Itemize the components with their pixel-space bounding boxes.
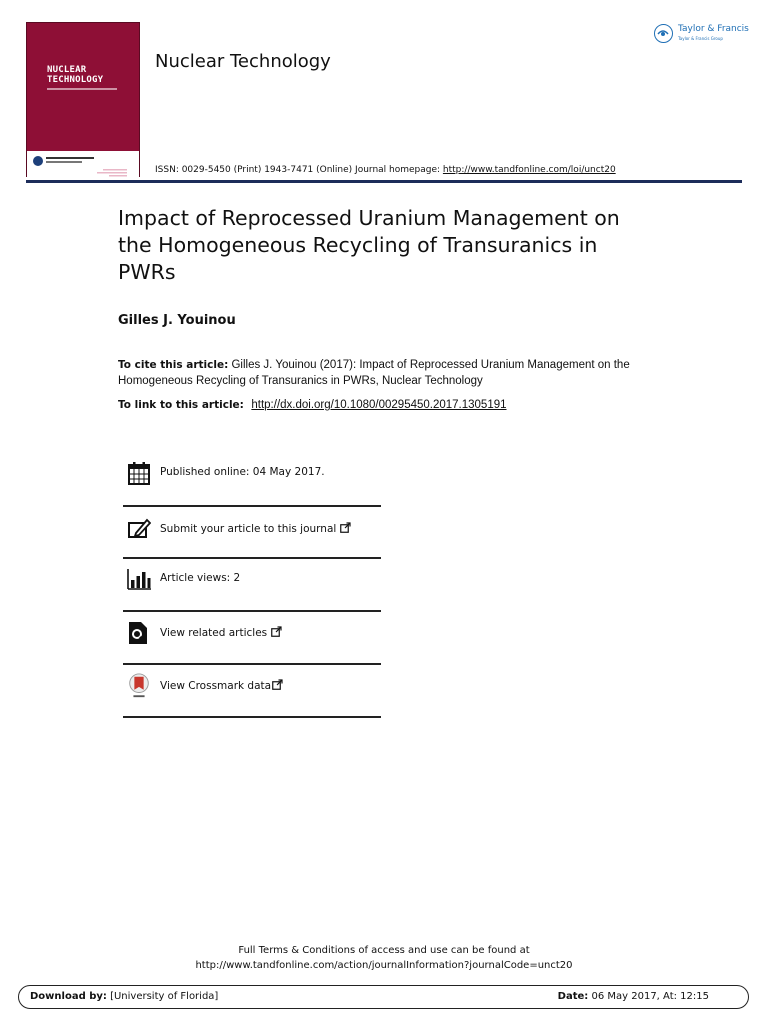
terms-url[interactable]: http://www.tandfonline.com/action/journalInformation?journalCode=unct20: [195, 960, 573, 971]
society-logo-text: [46, 156, 126, 167]
published-row: [123, 448, 381, 500]
journal-homepage-link[interactable]: http://www.tandfonline.com/loi/unct20: [442, 165, 616, 175]
download-info: [30, 991, 218, 1002]
download-label: Download by:: [30, 991, 107, 1002]
terms-line: Full Terms & Conditions of access and use can be found at: [238, 945, 530, 956]
taylor-francis-icon: [654, 24, 673, 43]
info-divider: [123, 716, 381, 718]
download-date: [558, 991, 709, 1002]
external-link-icon: [272, 679, 283, 690]
taylor-francis-mark: [655, 25, 671, 41]
doi-link[interactable]: http://dx.doi.org/10.1080/00295450.2017.1305191: [251, 399, 507, 411]
link-label: To link to this article:: [118, 399, 244, 411]
related-articles-label: View related articles: [160, 627, 268, 639]
article-link-line: [118, 398, 507, 411]
submit-article-label: Submit your article to this journal: [160, 523, 337, 535]
download-footer: [18, 985, 749, 1009]
article-title: Impact of Reprocessed Uranium Management on the Homogeneous Recycling of Transuranics in PWRs: [118, 206, 620, 284]
cover-title-line2: TECHNOLOGY: [47, 75, 104, 85]
article-views: Article views: 2: [160, 572, 241, 584]
cover-title-line1: NUCLEAR: [47, 65, 87, 75]
header-divider: [26, 180, 742, 183]
download-value: [University of Florida]: [106, 991, 219, 1002]
article-views-row: [123, 554, 381, 606]
citation-block: [118, 358, 678, 389]
submit-article-row[interactable]: [123, 504, 381, 556]
date-label: Date:: [557, 991, 589, 1002]
published-date: Published online: 04 May 2017.: [160, 466, 325, 478]
date-value: 06 May 2017, At: 12:15: [588, 991, 709, 1002]
cite-label: To cite this article:: [118, 359, 229, 371]
submit-article-link[interactable]: [160, 522, 351, 535]
publisher-group: Taylor & Francis Group: [678, 36, 723, 41]
society-name-graphic: [46, 156, 116, 166]
issn-line: [155, 165, 616, 175]
issn-text: ISSN: 0029-5450 (Print) 1943-7471 (Online) Journal homepage:: [155, 165, 443, 175]
external-link-icon: [271, 626, 282, 637]
related-articles-link[interactable]: [160, 626, 282, 639]
cite-text: Gilles J. Youinou (2017): Impact of Reprocessed Uranium Management on the Homogeneous Recycling of Transuranics in PWRs, Nuclear Technology: [118, 359, 630, 387]
article-author: Gilles J. Youinou: [118, 313, 236, 328]
publisher-name: Taylor & Francis: [678, 24, 749, 34]
external-link-icon: [340, 522, 351, 533]
cover-subtitle-rule: [47, 88, 117, 90]
calendar-icon: [127, 460, 151, 486]
society-logo-icon: [33, 156, 43, 166]
journal-name: Nuclear Technology: [155, 51, 331, 72]
crossmark-row[interactable]: [123, 661, 381, 713]
crossmark-icon: [127, 673, 151, 699]
publisher-logo[interactable]: [654, 22, 750, 48]
journal-cover: [26, 22, 140, 177]
crossmark-label: View Crossmark data: [160, 680, 272, 692]
cover-footer-marks: [97, 169, 133, 175]
cover-volume-graphic: [97, 169, 133, 179]
cover-title: [47, 65, 127, 85]
terms-notice: [0, 943, 768, 973]
related-articles-row[interactable]: [123, 608, 381, 660]
edit-icon: [127, 516, 151, 542]
related-articles-icon: [127, 620, 151, 646]
crossmark-link[interactable]: [160, 679, 283, 692]
bar-chart-icon: [127, 566, 151, 592]
